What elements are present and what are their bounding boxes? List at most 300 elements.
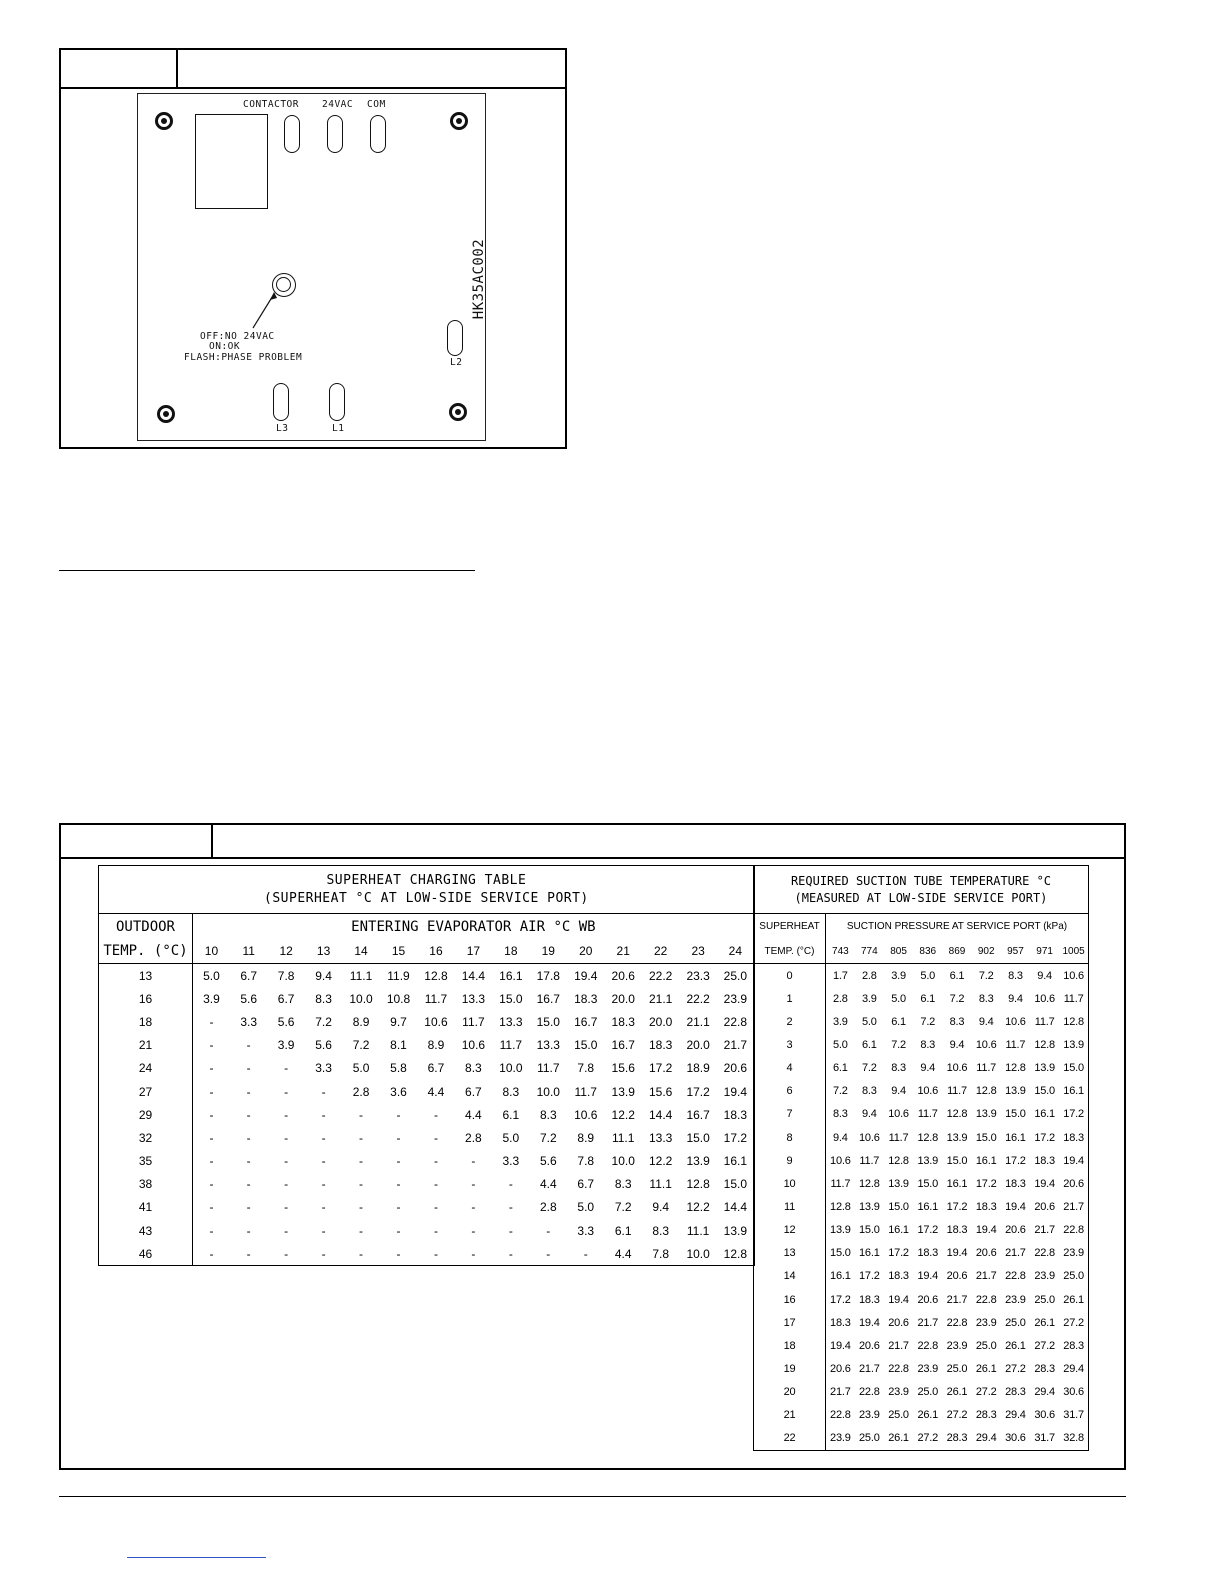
superheat-value-cell: -	[396, 1154, 401, 1169]
suction-temp-value-cell: 25.0	[975, 1339, 997, 1352]
suction-temp-value-cell: 16.1	[946, 1177, 968, 1190]
suction-temp-value-cell: 3.9	[861, 992, 877, 1005]
superheat-temp-cell: 13	[754, 1242, 826, 1265]
superheat-value-cell: 7.8	[577, 1061, 595, 1076]
pressure-column-header: 902	[972, 939, 1001, 964]
suction-temp-value-cell: 18.3	[1063, 1131, 1084, 1144]
superheat-value-cell: 11.1	[686, 1223, 710, 1238]
superheat-value-cell: 19.4	[723, 1084, 747, 1099]
superheat-temp-cell: 17	[754, 1311, 826, 1334]
superheat-value-cell: 8.9	[352, 1014, 370, 1029]
wet-bulb-column-header: 19	[530, 939, 567, 964]
superheat-temp-cell: 2	[754, 1010, 826, 1033]
superheat-value-cell: -	[246, 1200, 251, 1215]
suction-temp-value-cell: 28.3	[946, 1432, 968, 1445]
suction-temp-value-cell: 22.8	[1034, 1247, 1055, 1260]
suction-temp-value-cell: 3.9	[833, 1015, 848, 1028]
superheat-value-cell: 5.0	[502, 1130, 520, 1145]
superheat-value-cell: -	[433, 1177, 438, 1192]
superheat-value-cell: -	[246, 1038, 251, 1053]
superheat-value-cell: -	[433, 1246, 438, 1261]
superheat-value-cell: -	[321, 1177, 326, 1192]
table-row	[99, 1196, 755, 1219]
suction-temp-value-cell: 23.9	[946, 1339, 968, 1352]
suction-temp-value-cell: 13.9	[1034, 1062, 1055, 1075]
superheat-temp-cell: 19	[754, 1357, 826, 1380]
suction-temp-value-cell: 11.7	[859, 1154, 880, 1167]
suction-temp-value-cell: 23.9	[830, 1432, 851, 1445]
suction-temp-value-cell: 27.2	[975, 1386, 997, 1399]
suction-table-title-line1: REQUIRED SUCTION TUBE TEMPERATURE °C	[790, 873, 1052, 888]
suction-temp-value-cell: 19.4	[888, 1293, 909, 1306]
suction-temp-value-cell: 6.1	[861, 1038, 877, 1051]
suction-temp-value-cell: 29.4	[1063, 1362, 1084, 1375]
superheat-value-cell: -	[508, 1177, 513, 1192]
table-row	[754, 1010, 1089, 1033]
table-row	[754, 1126, 1089, 1149]
superheat-value-cell: 4.4	[465, 1107, 482, 1122]
superheat-value-cell: -	[433, 1130, 438, 1145]
superheat-value-cell: 7.2	[614, 1200, 632, 1215]
suction-temp-value-cell: 19.4	[946, 1247, 968, 1260]
superheat-value-cell: 13.9	[686, 1154, 710, 1169]
suction-temp-value-cell: 23.9	[1063, 1247, 1084, 1260]
superheat-value-cell: 11.7	[574, 1084, 597, 1099]
suction-temp-value-cell: 27.2	[917, 1432, 939, 1445]
superheat-temp-cell: 22	[754, 1427, 826, 1451]
superheat-header-line1: SUPERHEAT	[754, 914, 826, 940]
suction-temp-value-cell: 30.6	[1034, 1409, 1055, 1422]
superheat-value-cell: 10.0	[349, 991, 373, 1006]
superheat-value-cell: 8.3	[465, 1061, 482, 1076]
superheat-value-cell: 18.9	[686, 1061, 710, 1076]
suction-tube-temperature-table	[753, 865, 1089, 1451]
suction-temp-value-cell: 15.0	[975, 1131, 997, 1144]
24vac-terminal-label: 24VAC	[322, 99, 354, 110]
superheat-value-cell: 21.7	[723, 1038, 747, 1053]
suction-temp-value-cell: 2.8	[861, 969, 877, 982]
suction-temp-value-cell: 20.6	[888, 1316, 909, 1329]
suction-temp-value-cell: 8.3	[833, 1108, 848, 1121]
suction-temp-value-cell: 12.8	[888, 1154, 909, 1167]
suction-temp-value-cell: 28.3	[1034, 1362, 1055, 1375]
suction-temp-value-cell: 10.6	[1034, 992, 1055, 1005]
suction-temp-value-cell: 16.1	[1063, 1085, 1084, 1098]
superheat-value-cell: -	[246, 1084, 251, 1099]
suction-temp-value-cell: 13.9	[859, 1200, 880, 1213]
suction-temp-value-cell: 17.2	[1063, 1108, 1084, 1121]
superheat-value-cell: -	[396, 1246, 401, 1261]
suction-temp-value-cell: 19.4	[975, 1224, 997, 1237]
superheat-value-cell: 15.0	[499, 991, 523, 1006]
wet-bulb-column-header: 11	[230, 939, 267, 964]
superheat-value-cell: -	[359, 1200, 364, 1215]
suction-temp-value-cell: 15.0	[888, 1200, 909, 1213]
outdoor-temp-cell: 46	[99, 1242, 193, 1266]
suction-temp-value-cell: 9.4	[833, 1131, 848, 1144]
table-row	[754, 1033, 1089, 1056]
figure-1-header-rule	[59, 87, 567, 89]
superheat-temp-cell: 4	[754, 1057, 826, 1080]
outdoor-temp-cell: 32	[99, 1126, 193, 1149]
suction-temp-value-cell: 21.7	[917, 1316, 939, 1329]
suction-temp-value-cell: 11.7	[976, 1062, 997, 1075]
superheat-value-cell: 8.3	[652, 1223, 669, 1238]
outdoor-temp-cell: 35	[99, 1150, 193, 1173]
suction-temp-value-cell: 32.8	[1063, 1432, 1084, 1445]
superheat-value-cell: -	[246, 1061, 251, 1076]
superheat-value-cell: 20.0	[611, 991, 635, 1006]
suction-temp-value-cell: 11.7	[1005, 1038, 1026, 1051]
table-row	[99, 1034, 755, 1057]
superheat-value-cell: 5.0	[203, 968, 220, 983]
superheat-value-cell: 17.2	[686, 1084, 710, 1099]
superheat-value-cell: -	[321, 1154, 326, 1169]
suction-temp-value-cell: 10.6	[888, 1108, 909, 1121]
suction-temp-value-cell: 17.2	[1034, 1131, 1055, 1144]
mounting-hole-icon	[157, 405, 175, 423]
superheat-value-cell: 10.8	[386, 991, 411, 1006]
superheat-value-cell: 8.9	[427, 1038, 445, 1053]
table-row	[99, 1242, 755, 1266]
superheat-temp-cell: 7	[754, 1103, 826, 1126]
suction-temp-value-cell: 23.9	[1005, 1293, 1026, 1306]
superheat-value-cell: 18.3	[648, 1038, 673, 1053]
suction-temp-value-cell: 25.0	[888, 1409, 909, 1422]
footer-link-underline[interactable]	[127, 1557, 266, 1558]
superheat-value-cell: 6.1	[614, 1223, 632, 1238]
superheat-value-cell: -	[359, 1130, 364, 1145]
superheat-value-cell: -	[321, 1130, 326, 1145]
table-row	[99, 1057, 755, 1080]
wet-bulb-column-header: 24	[717, 939, 754, 964]
pressure-column-header: 957	[1001, 939, 1030, 964]
superheat-value-cell: 22.8	[723, 1014, 747, 1029]
superheat-value-cell: -	[396, 1130, 401, 1145]
led-status-on: ON:OK	[209, 341, 241, 352]
superheat-value-cell: -	[359, 1246, 364, 1261]
suction-temp-value-cell: 7.2	[833, 1085, 848, 1098]
superheat-value-cell: 2.8	[352, 1084, 370, 1099]
superheat-value-cell: 12.2	[686, 1200, 710, 1215]
suction-temp-value-cell: 26.1	[1063, 1293, 1084, 1306]
table-row	[754, 1195, 1089, 1218]
superheat-value-cell: 4.4	[427, 1084, 445, 1099]
table-row	[754, 1265, 1089, 1288]
superheat-value-cell: -	[246, 1223, 251, 1238]
superheat-value-cell: 13.3	[461, 991, 486, 1006]
wet-bulb-column-header: 22	[642, 939, 679, 964]
superheat-value-cell: 20.0	[686, 1038, 710, 1053]
suction-temp-value-cell: 17.2	[975, 1177, 997, 1190]
superheat-value-cell: -	[359, 1177, 364, 1192]
superheat-value-cell: 3.3	[577, 1223, 595, 1238]
superheat-value-cell: 3.9	[277, 1038, 295, 1053]
superheat-value-cell: -	[246, 1154, 251, 1169]
suction-temp-value-cell: 28.3	[975, 1409, 997, 1422]
superheat-temp-cell: 11	[754, 1195, 826, 1218]
suction-temp-value-cell: 6.1	[920, 992, 936, 1005]
l3-terminal	[273, 383, 289, 421]
wet-bulb-column-header: 21	[604, 939, 641, 964]
superheat-value-cell: -	[246, 1107, 251, 1122]
superheat-value-cell: -	[359, 1223, 364, 1238]
superheat-value-cell: 18.3	[723, 1107, 747, 1122]
superheat-value-cell: -	[209, 1107, 214, 1122]
superheat-value-cell: -	[321, 1223, 326, 1238]
table-row	[754, 1057, 1089, 1080]
superheat-value-cell: -	[471, 1200, 476, 1215]
table-row	[754, 1357, 1089, 1380]
superheat-value-cell: 6.7	[277, 991, 295, 1006]
suction-temp-value-cell: 21.7	[888, 1339, 909, 1352]
suction-temp-value-cell: 21.7	[830, 1386, 851, 1399]
superheat-value-cell: -	[359, 1154, 364, 1169]
superheat-value-cell: 13.9	[611, 1084, 635, 1099]
suction-temp-value-cell: 13.9	[917, 1154, 939, 1167]
superheat-value-cell: 14.4	[723, 1200, 747, 1215]
superheat-value-cell: -	[209, 1200, 214, 1215]
suction-table-title-line2: (MEASURED AT LOW-SIDE SERVICE PORT)	[794, 890, 1048, 905]
superheat-value-cell: 18.3	[574, 991, 598, 1006]
table-row	[754, 1311, 1089, 1334]
suction-temp-value-cell: 20.6	[830, 1362, 851, 1375]
suction-temp-value-cell: 12.8	[1063, 1015, 1084, 1028]
superheat-value-cell: 20.0	[648, 1014, 673, 1029]
suction-temp-value-cell: 10.6	[917, 1085, 939, 1098]
superheat-table-title-line1: SUPERHEAT CHARGING TABLE	[326, 872, 527, 888]
suction-temp-value-cell: 7.2	[949, 992, 965, 1005]
suction-temp-value-cell: 21.7	[859, 1362, 880, 1375]
suction-temp-value-cell: 23.9	[975, 1316, 997, 1329]
superheat-value-cell: 4.4	[539, 1177, 557, 1192]
superheat-value-cell: 5.6	[315, 1038, 332, 1053]
superheat-value-cell: 10.0	[499, 1061, 523, 1076]
superheat-value-cell: 15.0	[723, 1177, 747, 1192]
superheat-value-cell: 12.8	[723, 1246, 747, 1261]
suction-temp-value-cell: 22.8	[1063, 1224, 1084, 1237]
superheat-value-cell: 5.8	[390, 1061, 407, 1076]
superheat-value-cell: 7.2	[315, 1014, 332, 1029]
table-row	[754, 1103, 1089, 1126]
superheat-value-cell: 10.6	[461, 1038, 486, 1053]
superheat-value-cell: 6.7	[465, 1084, 482, 1099]
outdoor-temp-cell: 27	[99, 1080, 193, 1103]
superheat-header-line2: TEMP. (°C)	[754, 939, 826, 964]
suction-temp-value-cell: 16.1	[830, 1270, 851, 1283]
pressure-column-header: 805	[884, 939, 913, 964]
suction-temp-value-cell: 12.8	[917, 1131, 939, 1144]
superheat-value-cell: 25.0	[723, 968, 747, 983]
superheat-temp-cell: 3	[754, 1033, 826, 1056]
suction-temp-value-cell: 21.7	[1034, 1224, 1055, 1237]
suction-temp-value-cell: 11.7	[888, 1131, 909, 1144]
suction-temp-value-cell: 30.6	[1005, 1432, 1026, 1445]
table-row	[754, 1334, 1089, 1357]
superheat-temp-cell: 20	[754, 1381, 826, 1404]
suction-temp-value-cell: 10.6	[1005, 1015, 1026, 1028]
superheat-value-cell: 11.1	[611, 1130, 635, 1145]
suction-temp-value-cell: 20.6	[946, 1270, 968, 1283]
superheat-temp-cell: 1	[754, 987, 826, 1010]
superheat-value-cell: 21.1	[686, 1014, 710, 1029]
suction-temp-value-cell: 26.1	[1034, 1316, 1055, 1329]
table-row	[754, 964, 1089, 988]
superheat-temp-cell: 9	[754, 1149, 826, 1172]
superheat-value-cell: 17.2	[723, 1130, 747, 1145]
suction-temp-value-cell: 27.2	[1034, 1339, 1055, 1352]
superheat-value-cell: 14.4	[461, 968, 486, 983]
superheat-value-cell: -	[209, 1061, 214, 1076]
pressure-column-header: 869	[942, 939, 971, 964]
suction-temp-value-cell: 12.8	[975, 1085, 997, 1098]
suction-temp-value-cell: 15.0	[917, 1177, 939, 1190]
superheat-value-cell: -	[471, 1154, 476, 1169]
suction-temp-value-cell: 8.3	[949, 1015, 965, 1028]
outdoor-temp-cell: 18	[99, 1010, 193, 1033]
suction-temp-value-cell: 23.9	[917, 1362, 939, 1375]
superheat-value-cell: -	[284, 1246, 289, 1261]
superheat-table-title	[99, 866, 755, 914]
section-heading-rule	[59, 570, 475, 571]
contactor-terminal-label: CONTACTOR	[243, 99, 299, 110]
suction-temp-value-cell: 15.0	[859, 1224, 880, 1237]
wet-bulb-column-header: 17	[455, 939, 492, 964]
suction-temp-value-cell: 9.4	[861, 1108, 877, 1121]
wet-bulb-column-header: 15	[380, 939, 417, 964]
outdoor-temp-header-line1: OUTDOOR	[99, 914, 193, 940]
outdoor-temp-cell: 21	[99, 1034, 193, 1057]
suction-temp-value-cell: 10.6	[859, 1131, 880, 1144]
suction-temp-value-cell: 6.1	[949, 969, 965, 982]
suction-temp-value-cell: 7.2	[861, 1062, 877, 1075]
suction-temp-value-cell: 17.2	[946, 1200, 968, 1213]
superheat-value-cell: 23.9	[723, 991, 747, 1006]
suction-temp-value-cell: 15.0	[1034, 1085, 1055, 1098]
suction-temp-value-cell: 13.9	[830, 1224, 851, 1237]
superheat-value-cell: 15.0	[574, 1038, 598, 1053]
suction-temp-value-cell: 12.8	[830, 1200, 851, 1213]
superheat-value-cell: 21.1	[648, 991, 673, 1006]
wet-bulb-column-header: 12	[267, 939, 304, 964]
superheat-value-cell: -	[396, 1107, 401, 1122]
contactor-terminal	[284, 115, 300, 153]
suction-temp-value-cell: 8.3	[920, 1038, 936, 1051]
suction-temp-value-cell: 23.9	[859, 1409, 880, 1422]
suction-temp-value-cell: 11.7	[947, 1085, 967, 1098]
superheat-temp-cell: 16	[754, 1288, 826, 1311]
suction-temp-value-cell: 22.8	[1005, 1270, 1026, 1283]
suction-temp-value-cell: 16.1	[917, 1200, 939, 1213]
suction-temp-value-cell: 31.7	[1063, 1409, 1084, 1422]
superheat-value-cell: 18.3	[611, 1014, 635, 1029]
suction-temp-value-cell: 22.8	[888, 1362, 909, 1375]
outdoor-temp-cell: 29	[99, 1103, 193, 1126]
superheat-value-cell: 13.3	[648, 1130, 673, 1145]
suction-temp-value-cell: 12.8	[1005, 1062, 1026, 1075]
suction-temp-value-cell: 16.1	[1034, 1108, 1055, 1121]
superheat-value-cell: -	[284, 1154, 289, 1169]
superheat-value-cell: 3.3	[502, 1154, 520, 1169]
wet-bulb-column-header: 14	[342, 939, 379, 964]
table-row	[754, 1404, 1089, 1427]
outdoor-temp-cell: 16	[99, 987, 193, 1010]
suction-temp-value-cell: 26.1	[975, 1362, 997, 1375]
suction-temp-value-cell: 16.1	[975, 1154, 997, 1167]
figure-1-header-divider	[176, 48, 178, 88]
superheat-value-cell: -	[433, 1200, 438, 1215]
suction-temp-value-cell: 29.4	[1034, 1386, 1055, 1399]
mounting-hole-icon	[155, 112, 173, 130]
l1-terminal-label: L1	[332, 423, 345, 434]
suction-temp-value-cell: 9.4	[949, 1038, 965, 1051]
suction-temp-value-cell: 26.1	[1005, 1339, 1026, 1352]
suction-temp-value-cell: 29.4	[1005, 1409, 1026, 1422]
suction-temp-value-cell: 13.9	[1005, 1085, 1026, 1098]
suction-temp-value-cell: 8.3	[978, 992, 994, 1005]
suction-temp-value-cell: 1.7	[833, 969, 848, 982]
superheat-value-cell: -	[546, 1246, 551, 1261]
superheat-value-cell: -	[209, 1130, 214, 1145]
suction-temp-value-cell: 22.8	[859, 1386, 880, 1399]
suction-pressure-header: SUCTION PRESSURE AT SERVICE PORT (kPa)	[846, 921, 1068, 932]
superheat-value-cell: 7.8	[577, 1154, 595, 1169]
superheat-value-cell: 20.6	[723, 1061, 747, 1076]
entering-air-header: ENTERING EVAPORATOR AIR °C WB	[351, 918, 596, 935]
suction-temp-value-cell: 19.4	[917, 1270, 939, 1283]
superheat-value-cell: -	[209, 1154, 214, 1169]
superheat-value-cell: 16.7	[686, 1107, 710, 1122]
superheat-value-cell: -	[508, 1200, 513, 1215]
suction-temp-value-cell: 17.2	[1005, 1154, 1026, 1167]
suction-temp-value-cell: 5.0	[833, 1038, 848, 1051]
suction-temp-value-cell: 6.1	[891, 1015, 906, 1028]
superheat-temp-cell: 8	[754, 1126, 826, 1149]
phase-monitor-board	[137, 93, 486, 441]
suction-temp-value-cell: 5.0	[920, 969, 936, 982]
suction-temp-value-cell: 18.3	[946, 1224, 968, 1237]
superheat-value-cell: -	[396, 1200, 401, 1215]
superheat-value-cell: 9.7	[390, 1014, 407, 1029]
superheat-value-cell: -	[246, 1130, 251, 1145]
com-terminal	[370, 115, 386, 153]
pressure-column-header: 971	[1030, 939, 1059, 964]
table-row	[754, 1381, 1089, 1404]
suction-temp-value-cell: 17.2	[917, 1224, 939, 1237]
superheat-value-cell: -	[321, 1246, 326, 1261]
suction-temp-value-cell: 26.1	[917, 1409, 939, 1422]
suction-temp-value-cell: 10.6	[975, 1038, 997, 1051]
superheat-value-cell: 8.1	[390, 1038, 407, 1053]
superheat-value-cell: 13.9	[723, 1223, 747, 1238]
suction-table-title	[754, 866, 1089, 914]
suction-temp-value-cell: 9.4	[978, 1015, 994, 1028]
suction-temp-value-cell: 27.2	[1063, 1316, 1084, 1329]
suction-temp-value-cell: 5.0	[861, 1015, 877, 1028]
superheat-value-cell: 11.9	[387, 968, 410, 983]
table-row	[99, 1219, 755, 1242]
superheat-value-cell: 16.1	[723, 1154, 747, 1169]
superheat-value-cell: 6.7	[427, 1061, 445, 1076]
superheat-value-cell: 15.0	[536, 1014, 560, 1029]
suction-temp-value-cell: 21.7	[975, 1270, 997, 1283]
outdoor-temp-header-line2: TEMP. (°C)	[99, 939, 193, 964]
superheat-value-cell: 2.8	[539, 1200, 557, 1215]
superheat-value-cell: 15.6	[648, 1084, 673, 1099]
wet-bulb-column-header: 13	[305, 939, 342, 964]
suction-temp-value-cell: 16.1	[888, 1224, 909, 1237]
wet-bulb-column-header: 23	[679, 939, 716, 964]
